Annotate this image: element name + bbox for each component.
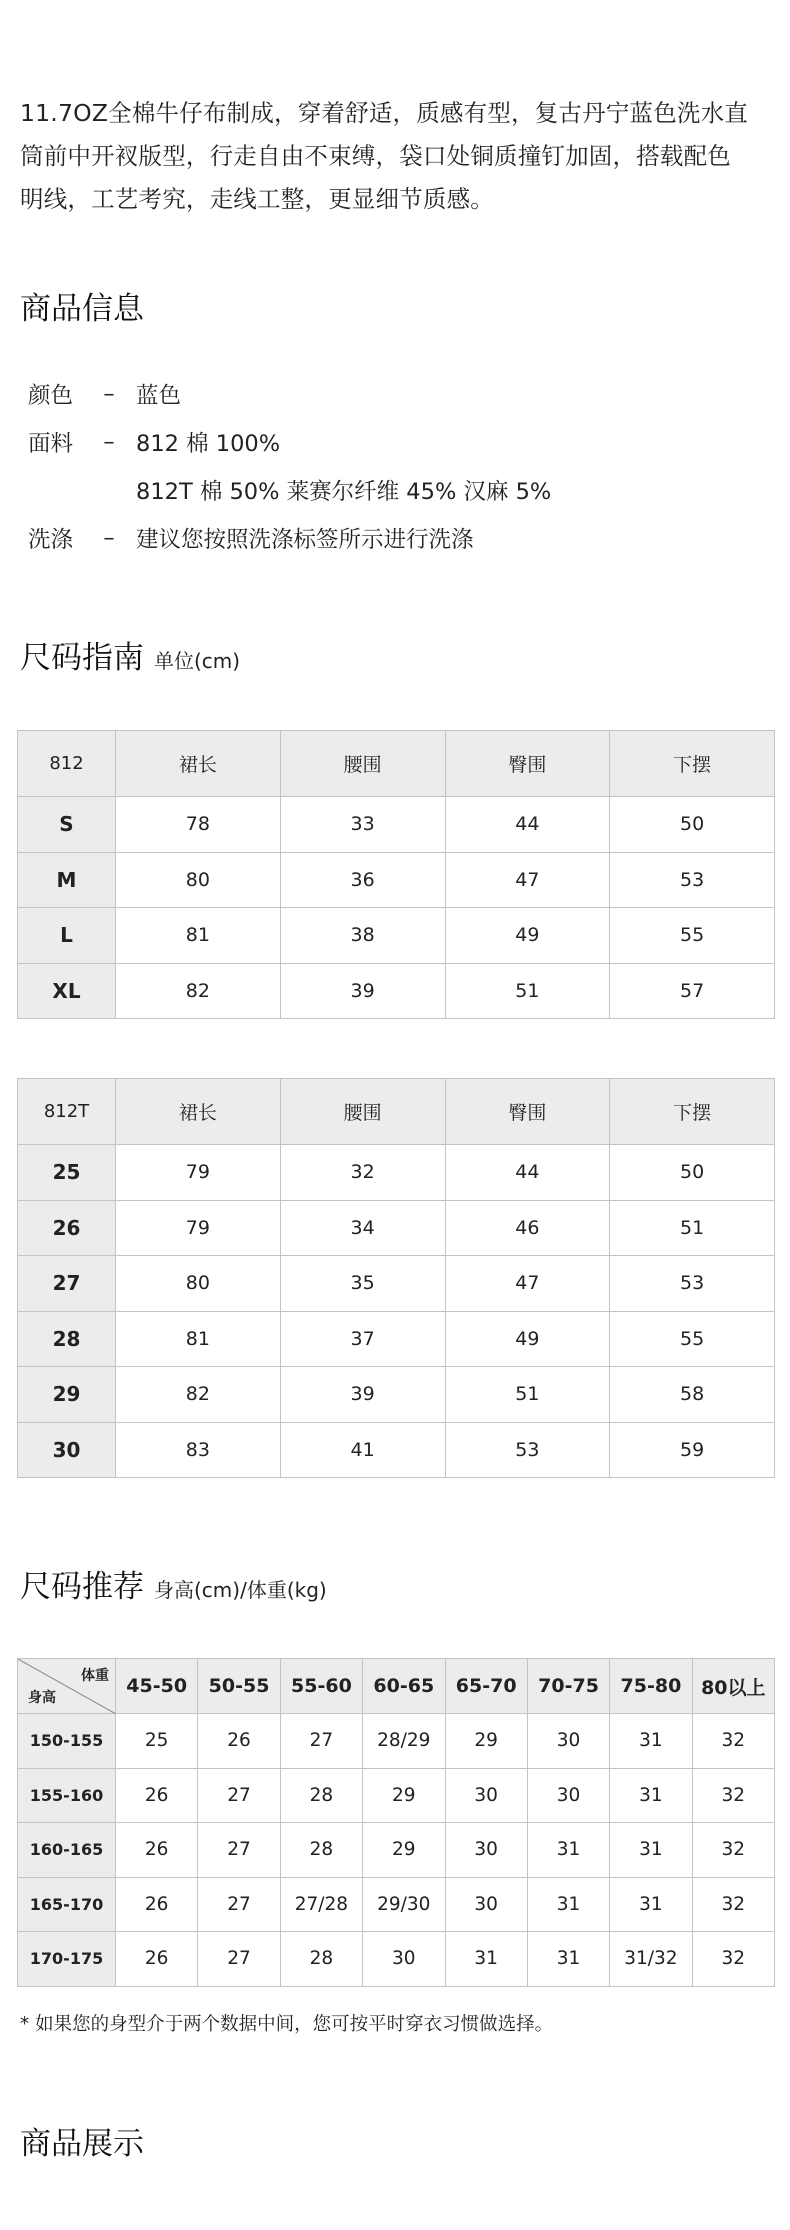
table-header-cell: 臀围 — [445, 1079, 610, 1145]
table-row — [18, 852, 775, 908]
table-cell: 81 — [116, 908, 281, 964]
table-cell: 49 — [445, 1311, 610, 1367]
table-cell: 30 — [363, 1932, 445, 1987]
corner-height-label: 身高 — [28, 1690, 56, 1706]
table-header-cell: 腰围 — [280, 1079, 445, 1145]
table-cell: 50 — [610, 797, 775, 853]
size-note: * 如果您的身型介于两个数据中间，您可按平时穿衣习惯做选择。 — [20, 2014, 554, 2035]
size-rec-unit: 身高(cm)/体重(kg) — [154, 1578, 327, 1602]
table-cell: 31 — [527, 1877, 609, 1932]
description-line-1: 11.7OZ全棉牛仔布制成，穿着舒适，质感有型，复古丹宁蓝色洗水直 — [20, 99, 749, 127]
table-cell: 39 — [280, 1367, 445, 1423]
table-cell: 46 — [445, 1200, 610, 1256]
table-header-row — [18, 731, 775, 797]
table-cell: 32 — [692, 1714, 774, 1769]
size-guide-title — [20, 632, 240, 677]
table-cell: 32 — [692, 1932, 774, 1987]
info-dash: – — [103, 381, 115, 407]
table-cell: 26 — [116, 1877, 198, 1932]
table-cell: 27 — [198, 1768, 280, 1823]
info-row-washing — [28, 514, 551, 562]
table-cell: 27/28 — [280, 1877, 362, 1932]
row-header-cell: 30 — [18, 1422, 116, 1478]
table-cell: 30 — [445, 1768, 527, 1823]
table-row — [18, 1200, 775, 1256]
info-label: 颜色 — [28, 383, 74, 409]
table-header-cell: 60-65 — [363, 1659, 445, 1714]
row-header-cell: M — [18, 852, 116, 908]
table-cell: 28/29 — [363, 1714, 445, 1769]
table-cell: 31 — [445, 1932, 527, 1987]
table-header-cell: 80以上 — [692, 1659, 774, 1714]
info-row-fabric — [28, 418, 551, 466]
row-header-cell: L — [18, 908, 116, 964]
table-cell: 30 — [445, 1823, 527, 1878]
info-value: 蓝色 — [136, 383, 182, 409]
table-cell: 32 — [280, 1145, 445, 1201]
table-row — [18, 1714, 775, 1769]
row-header-cell: 26 — [18, 1200, 116, 1256]
table-cell: 25 — [116, 1714, 198, 1769]
showcase-title: 商品展示 — [20, 2126, 144, 2162]
table-row — [18, 963, 775, 1019]
table-cell: 59 — [610, 1422, 775, 1478]
table-cell: 50 — [610, 1145, 775, 1201]
table-cell: 55 — [610, 908, 775, 964]
table-cell: 51 — [610, 1200, 775, 1256]
row-header-cell: 29 — [18, 1367, 116, 1423]
table-cell: 28 — [280, 1932, 362, 1987]
table-cell: 39 — [280, 963, 445, 1019]
table-cell: 27 — [198, 1823, 280, 1878]
row-header-cell: 170-175 — [18, 1932, 116, 1987]
size-rec-heading: 尺码推荐 — [20, 1569, 144, 1605]
row-header-cell: 165-170 — [18, 1877, 116, 1932]
table-cell: 81 — [116, 1311, 281, 1367]
info-label: 洗涤 — [28, 527, 74, 553]
table-header-row — [18, 1659, 775, 1714]
table-cell: 31 — [610, 1714, 692, 1769]
table-cell: 29/30 — [363, 1877, 445, 1932]
info-value: 建议您按照洗涤标签所示进行洗涤 — [136, 527, 474, 553]
table-header-cell: 812 — [18, 731, 116, 797]
size-guide-heading: 尺码指南 — [20, 640, 144, 676]
table-header-cell: 70-75 — [527, 1659, 609, 1714]
table-cell: 79 — [116, 1145, 281, 1201]
table-header-cell: 65-70 — [445, 1659, 527, 1714]
table-cell: 41 — [280, 1422, 445, 1478]
table-row — [18, 908, 775, 964]
corner-cell — [18, 1659, 116, 1714]
table-row — [18, 1932, 775, 1987]
table-cell: 26 — [116, 1932, 198, 1987]
table-header-cell: 45-50 — [116, 1659, 198, 1714]
table-row — [18, 797, 775, 853]
table-cell: 31 — [610, 1768, 692, 1823]
table-row — [18, 1823, 775, 1878]
table-cell: 47 — [445, 852, 610, 908]
table-cell: 53 — [610, 1256, 775, 1312]
table-cell: 37 — [280, 1311, 445, 1367]
table-cell: 28 — [280, 1823, 362, 1878]
table-cell: 51 — [445, 1367, 610, 1423]
table-cell: 82 — [116, 963, 281, 1019]
row-header-cell: 160-165 — [18, 1823, 116, 1878]
size-recommendation-table — [17, 1658, 775, 1987]
product-info-title: 商品信息 — [20, 291, 144, 327]
table-cell: 80 — [116, 852, 281, 908]
table-cell: 44 — [445, 797, 610, 853]
info-value: 812 棉 100% — [136, 431, 281, 457]
table-cell: 35 — [280, 1256, 445, 1312]
size-rec-title — [20, 1561, 327, 1606]
info-value: 812T 棉 50% 莱赛尔纤维 45% 汉麻 5% — [136, 479, 552, 505]
table-cell: 31 — [527, 1823, 609, 1878]
table-cell: 55 — [610, 1311, 775, 1367]
table-header-cell: 臀围 — [445, 731, 610, 797]
table-cell: 32 — [692, 1768, 774, 1823]
table-cell: 30 — [527, 1768, 609, 1823]
table-cell: 29 — [363, 1823, 445, 1878]
table-cell: 30 — [527, 1714, 609, 1769]
table-cell: 57 — [610, 963, 775, 1019]
table-cell: 27 — [198, 1932, 280, 1987]
table-header-cell: 75-80 — [610, 1659, 692, 1714]
table-cell: 29 — [363, 1768, 445, 1823]
table-row — [18, 1877, 775, 1932]
table-cell: 38 — [280, 908, 445, 964]
table-cell: 27 — [198, 1877, 280, 1932]
row-header-cell: 150-155 — [18, 1714, 116, 1769]
table-header-cell: 裙长 — [116, 731, 281, 797]
row-header-cell: 25 — [18, 1145, 116, 1201]
table-cell: 31/32 — [610, 1932, 692, 1987]
row-header-cell: 155-160 — [18, 1768, 116, 1823]
table-cell: 78 — [116, 797, 281, 853]
table-cell: 49 — [445, 908, 610, 964]
info-dash: – — [103, 525, 115, 551]
table-cell: 31 — [610, 1877, 692, 1932]
product-info-list — [28, 370, 551, 562]
table-cell: 30 — [445, 1877, 527, 1932]
table-cell: 31 — [610, 1823, 692, 1878]
table-header-cell: 裙长 — [116, 1079, 281, 1145]
table-cell: 34 — [280, 1200, 445, 1256]
table-cell: 51 — [445, 963, 610, 1019]
table-cell: 29 — [445, 1714, 527, 1769]
row-header-cell: 28 — [18, 1311, 116, 1367]
table-cell: 53 — [610, 852, 775, 908]
table-cell: 27 — [280, 1714, 362, 1769]
table-row — [18, 1311, 775, 1367]
table-cell: 36 — [280, 852, 445, 908]
info-label: 面料 — [28, 431, 74, 457]
product-description — [20, 92, 772, 221]
table-cell: 82 — [116, 1367, 281, 1423]
table-row — [18, 1367, 775, 1423]
info-row-color — [28, 370, 551, 418]
row-header-cell: S — [18, 797, 116, 853]
size-table-812t — [17, 1078, 775, 1478]
table-header-cell: 腰围 — [280, 731, 445, 797]
description-line-2: 筒前中开衩版型，行走自由不束缚，袋口处铜质撞钉加固，搭载配色 — [20, 142, 731, 170]
table-cell: 28 — [280, 1768, 362, 1823]
table-row — [18, 1422, 775, 1478]
info-row-fabric-2 — [28, 466, 551, 514]
table-row — [18, 1768, 775, 1823]
table-header-cell: 下摆 — [610, 731, 775, 797]
table-header-cell: 下摆 — [610, 1079, 775, 1145]
table-cell: 32 — [692, 1823, 774, 1878]
description-line-3: 明线，工艺考究，走线工整，更显细节质感。 — [20, 185, 494, 213]
table-cell: 58 — [610, 1367, 775, 1423]
table-cell: 32 — [692, 1877, 774, 1932]
table-cell: 79 — [116, 1200, 281, 1256]
row-header-cell: 27 — [18, 1256, 116, 1312]
table-header-cell: 50-55 — [198, 1659, 280, 1714]
table-cell: 53 — [445, 1422, 610, 1478]
table-header-cell: 812T — [18, 1079, 116, 1145]
size-table-812 — [17, 730, 775, 1019]
table-cell: 26 — [116, 1823, 198, 1878]
corner-weight-label: 体重 — [81, 1668, 109, 1684]
table-cell: 44 — [445, 1145, 610, 1201]
table-row — [18, 1145, 775, 1201]
table-cell: 26 — [198, 1714, 280, 1769]
table-cell: 26 — [116, 1768, 198, 1823]
table-cell: 31 — [527, 1932, 609, 1987]
table-cell: 33 — [280, 797, 445, 853]
info-dash: – — [103, 429, 115, 455]
table-row — [18, 1256, 775, 1312]
row-header-cell: XL — [18, 963, 116, 1019]
table-cell: 47 — [445, 1256, 610, 1312]
size-guide-unit: 单位(cm) — [154, 649, 241, 673]
table-cell: 80 — [116, 1256, 281, 1312]
table-header-cell: 55-60 — [280, 1659, 362, 1714]
table-header-row — [18, 1079, 775, 1145]
table-cell: 83 — [116, 1422, 281, 1478]
